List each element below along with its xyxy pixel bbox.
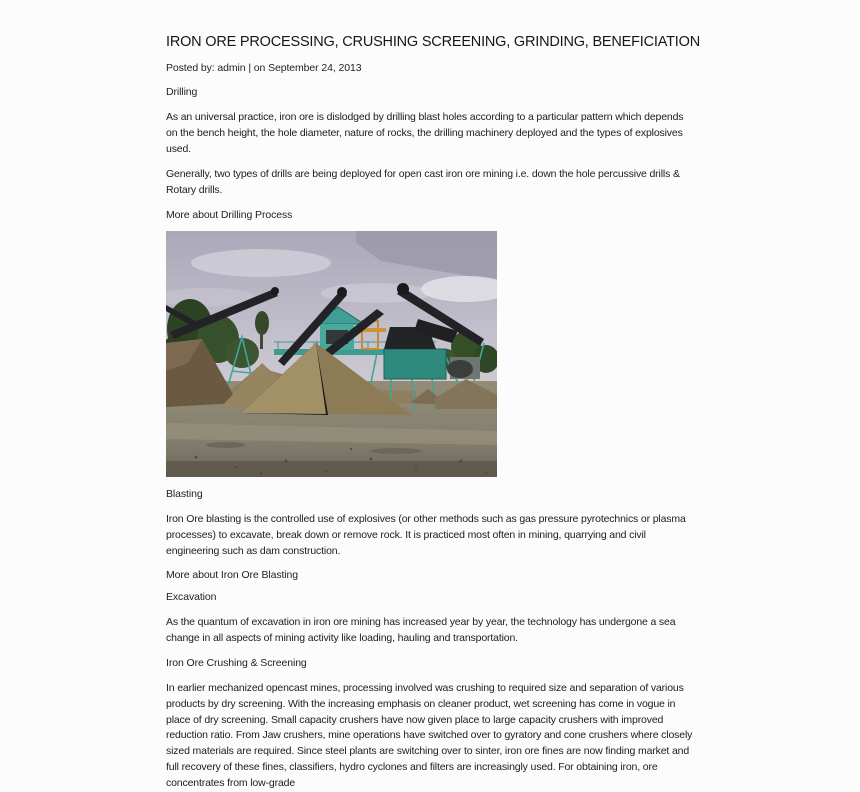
crushing-plant-photo <box>166 231 497 477</box>
section-heading-drilling: Drilling <box>166 86 198 98</box>
section-heading-blasting: Blasting <box>166 487 203 500</box>
paragraph-excavation: As the quantum of excavation in iron ore mining has increased year by year, the technology has undergone a sea change in all aspects of mining activity like loading, hauling and transportation. <box>166 616 676 645</box>
paragraph-drilling-2: Generally, two types of drills are being deployed for open cast iron ore mining i.e. down the hole percussive drills & Rotary drills. <box>166 168 680 197</box>
more-about-blasting-link[interactable]: More about Iron Ore Blasting <box>166 569 299 582</box>
article-content <box>166 0 700 792</box>
paragraph-blasting: Iron Ore blasting is the controlled use of explosives (or other methods such as gas pressure pyrotechnics or plasma processes) to excavate, break down or remove rock. It is practiced most often in mining, quarrying and civil engineering such as dam construction. <box>166 512 686 557</box>
more-about-drilling-link[interactable]: More about Drilling Process <box>166 208 293 221</box>
section-heading-crushing-screening: Iron Ore Crushing & Screening <box>166 656 307 669</box>
article-title: IRON ORE PROCESSING, CRUSHING SCREENING, GRINDING, BENEFICIATION <box>166 34 700 50</box>
paragraph-drilling-1: As an universal practice, iron ore is dislodged by drilling blast holes according to a particular pattern which depends on the bench height, the hole diameter, nature of rocks, the drilling machinery deployed and the types of explosives used. <box>166 111 684 155</box>
crushing-plant-photo-illustration <box>166 231 497 477</box>
paragraph-crushing-screening: In earlier mechanized opencast mines, processing involved was crushing to required size and separation of various products by dry screening. With the increasing emphasis on cleaner product, wet screening has come in vogue in place of dry screening. Small capacity crushers have now given place to large capacity crushers with improved reduction ratio. From Jaw crushers, mine operations have switched over to gyratory and cone crushers where closely sized materials are required. Since steel plants are switching over to sinter, iron ore fines are now finding market and full recovery of these fines, classifiers, hydro cyclones and filters are increasingly used. For obtaining iron, ore concentrates from low-grade <box>166 681 693 789</box>
section-heading-excavation: Excavation <box>166 591 217 604</box>
post-meta: Posted by: admin | on September 24, 2013 <box>166 62 362 74</box>
